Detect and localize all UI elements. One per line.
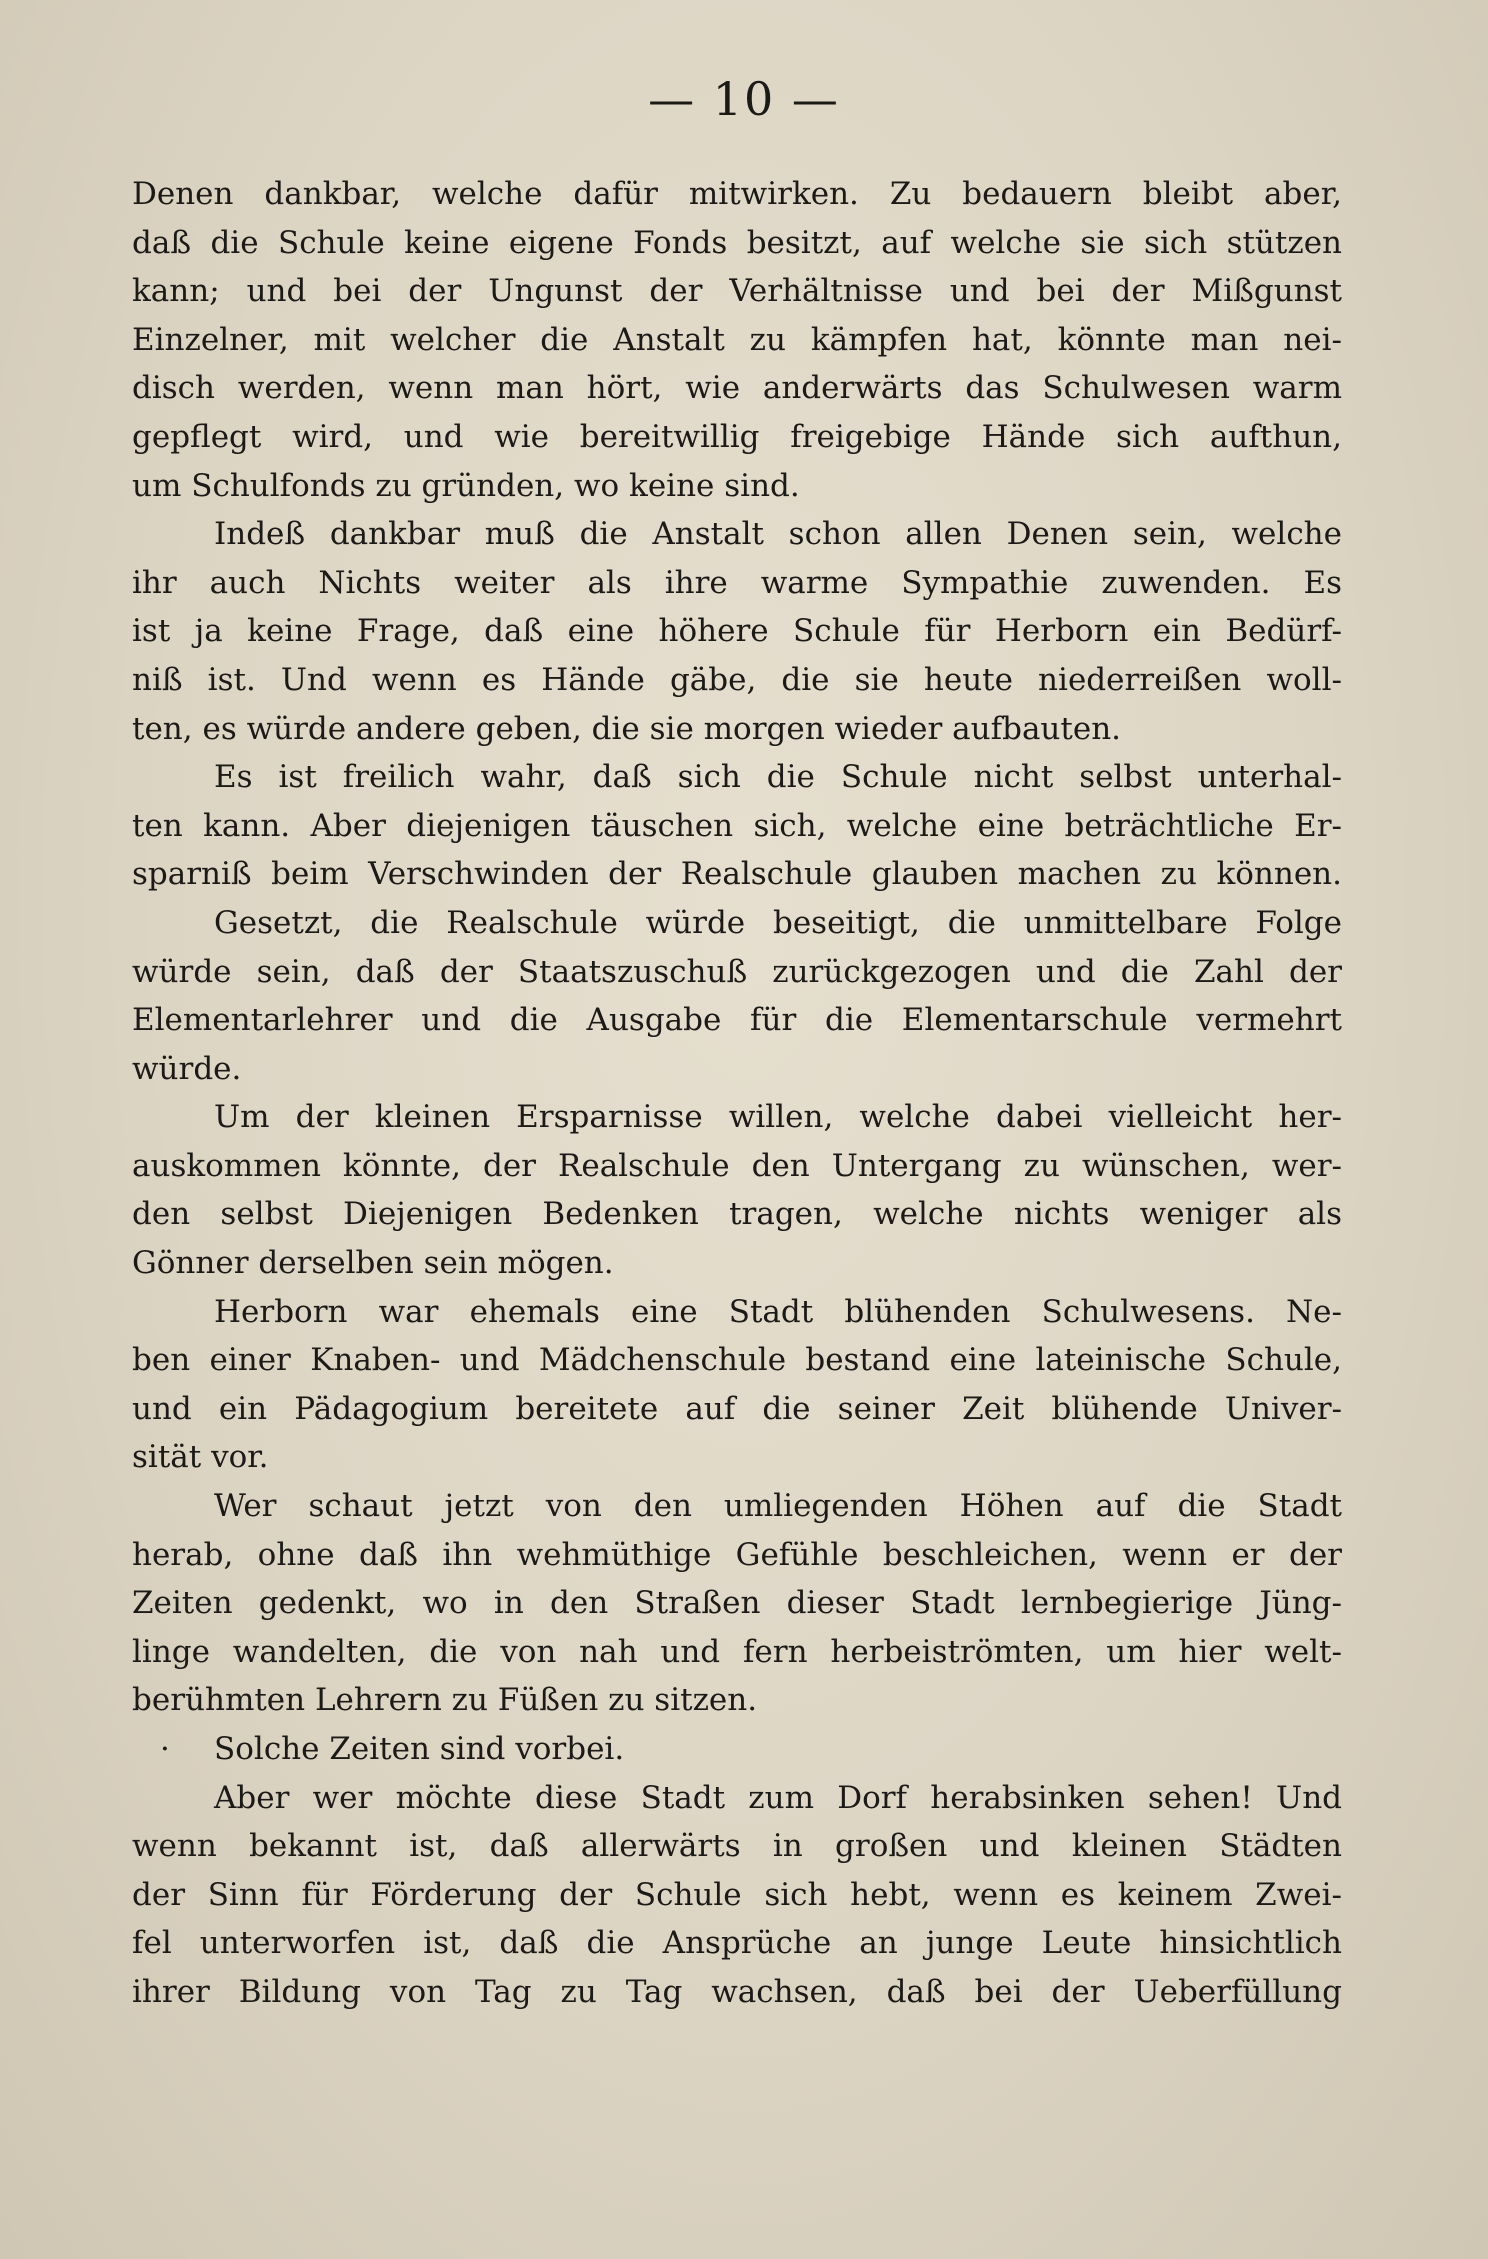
text-line: Aber wer möchte diese Stadt zum Dorf herabsinken sehen! Und: [214, 1779, 1342, 1816]
text-line: würde sein, daß der Staatszuschuß zurückgezogen und die Zahl der: [132, 953, 1342, 990]
page-number: — 10 —: [648, 72, 840, 126]
text-line: Gönner derselben sein mögen.: [132, 1245, 614, 1282]
text-line: Wer schaut jetzt von den umliegenden Höhen auf die Stadt: [214, 1488, 1342, 1525]
text-line: Einzelner, mit welcher die Anstalt zu kämpfen hat, könnte man nei-: [132, 321, 1342, 358]
text-line: Es ist freilich wahr, daß sich die Schule nicht selbst unterhal-: [214, 759, 1342, 796]
text-line: und ein Pädagogium bereitete auf die seiner Zeit blühende Univer-: [132, 1390, 1342, 1427]
text-line: Gesetzt, die Realschule würde beseitigt, die unmittelbare Folge: [214, 904, 1342, 941]
text-line: der Sinn für Förderung der Schule sich hebt, wenn es keinem Zwei-: [132, 1876, 1342, 1913]
body-text: [132, 170, 1342, 2017]
text-line: Elementarlehrer und die Ausgabe für die Elementarschule vermehrt: [132, 1002, 1342, 1039]
text-line: kann; und bei der Ungunst der Verhältnisse und bei der Mißgunst: [132, 273, 1342, 310]
text-line: ihrer Bildung von Tag zu Tag wachsen, daß bei der Ueberfüllung: [132, 1973, 1342, 2010]
stray-mark: ·: [160, 1731, 170, 1767]
text-line: sparniß beim Verschwinden der Realschule glauben machen zu können.: [132, 856, 1342, 893]
text-line: ihr auch Nichts weiter als ihre warme Sympathie zuwenden. Es: [132, 564, 1342, 601]
text-line: Um der kleinen Ersparnisse willen, welche dabei vielleicht her-: [214, 1099, 1342, 1136]
text-line: um Schulfonds zu gründen, wo keine sind.: [132, 467, 800, 504]
text-line: Zeiten gedenkt, wo in den Straßen dieser Stadt lernbegierige Jüng-: [132, 1585, 1342, 1622]
text-line: ten, es würde andere geben, die sie morgen wieder aufbauten.: [132, 710, 1122, 747]
text-line: würde.: [132, 1050, 242, 1087]
text-line: fel unterworfen ist, daß die Ansprüche an junge Leute hinsichtlich: [132, 1925, 1342, 1962]
text-line: auskommen könnte, der Realschule den Untergang zu wünschen, wer-: [132, 1147, 1342, 1184]
text-line: ben einer Knaben- und Mädchenschule bestand eine lateinische Schule,: [132, 1342, 1342, 1379]
text-line: herab, ohne daß ihn wehmüthige Gefühle beschleichen, wenn er der: [132, 1536, 1342, 1573]
text-line: niß ist. Und wenn es Hände gäbe, die sie heute niederreißen woll-: [132, 661, 1342, 698]
text-line: gepflegt wird, und wie bereitwillig freigebige Hände sich aufthun,: [132, 418, 1342, 455]
text-line-content: Solche Zeiten sind vorbei.: [214, 1731, 625, 1767]
text-line: ten kann. Aber diejenigen täuschen sich, welche eine beträchtliche Er-: [132, 807, 1342, 844]
text-line: disch werden, wenn man hört, wie anderwärts das Schulwesen warm: [132, 370, 1342, 407]
text-line: ist ja keine Frage, daß eine höhere Schule für Herborn ein Bedürf-: [132, 613, 1342, 650]
text-line: daß die Schule keine eigene Fonds besitzt, auf welche sie sich stützen: [132, 224, 1342, 261]
text-line: Denen dankbar, welche dafür mitwirken. Zu bedauern bleibt aber,: [132, 176, 1342, 212]
text-line: berühmten Lehrern zu Füßen zu sitzen.: [132, 1682, 758, 1719]
text-line: Herborn war ehemals eine Stadt blühenden Schulwesens. Ne-: [214, 1293, 1342, 1330]
text-line: sität vor.: [132, 1439, 269, 1476]
text-line: linge wandelten, die von nah und fern herbeiströmten, um hier welt-: [132, 1633, 1342, 1670]
text-line: [132, 1725, 1342, 1774]
text-line: Indeß dankbar muß die Anstalt schon allen Denen sein, welche: [214, 516, 1342, 553]
text-line: wenn bekannt ist, daß allerwärts in großen und kleinen Städten: [132, 1828, 1342, 1865]
text-line: den selbst Diejenigen Bedenken tragen, welche nichts weniger als: [132, 1196, 1342, 1233]
